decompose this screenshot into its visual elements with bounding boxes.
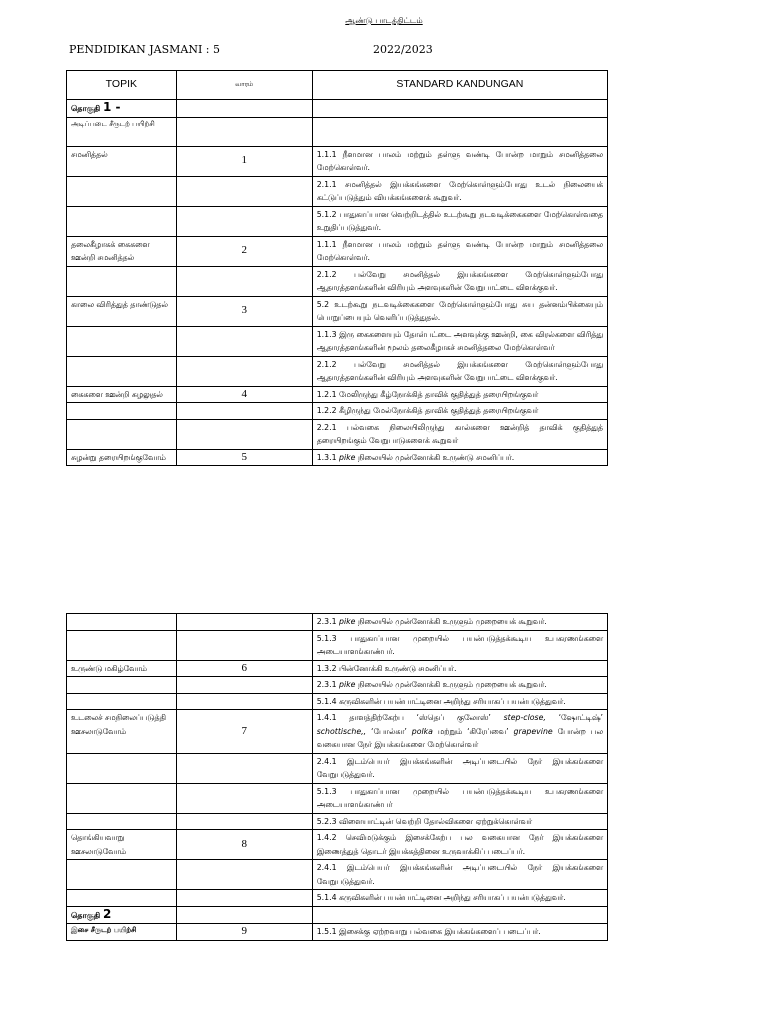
term-italic: step-close, (503, 713, 546, 722)
standard-cell (312, 614, 607, 631)
standard-cell: 1.1.3 இரு கைகளையும் தோள்பட்டை அளவுக்கு ஊன்றி, கை விரல்களை விரித்து ஆதாரத்தளங்களின் மூலம் தலைகீழாகச் சமனித்தலை மேற்கொள்வர் (312, 326, 607, 356)
week-cell (176, 753, 312, 783)
standard-text: மற்றும் (437, 726, 463, 736)
standard-text: நிலையில் முன்னோக்கி உருளும் முறையைக் கூறுவர். (357, 680, 547, 689)
table-row (67, 146, 608, 176)
topic-cell (67, 753, 177, 783)
week-cell (176, 813, 312, 830)
week-cell (176, 326, 312, 356)
topic-cell (67, 783, 177, 813)
column-header-standard: STANDARD KANDUNGAN (312, 71, 607, 100)
topic-cell: உருண்டு மகிழ்வோம் (67, 660, 177, 677)
column-header-topik: TOPIK (67, 71, 177, 100)
standard-text: நிலையில் முன்னோக்கி உருளும் முறையைக் கூறுவர். (357, 617, 547, 626)
table-cell (312, 100, 607, 118)
topic-cell: இசை சீருடற் பயிற்சி (67, 924, 177, 941)
tema-label (67, 100, 177, 118)
topic-cell (67, 890, 177, 907)
standard-code: 2.3.1 (316, 680, 337, 689)
topic-cell: சுழன்று தரையிறங்குவோம் (67, 449, 177, 466)
topic-cell (67, 266, 177, 296)
standard-text: ‘போல்கா’ (370, 726, 407, 736)
standard-cell: 5.1.3 பாதுகாப்பான முறையில் பயன்படுத்தக்கூடிய உபகரணங்களை அடையாளங்காண்பர். (312, 630, 607, 660)
week-cell (176, 266, 312, 296)
table-row (67, 206, 608, 236)
week-cell (176, 419, 312, 449)
week-cell (176, 403, 312, 420)
table-row (67, 860, 608, 890)
topic-cell: உடலைச் சமநிலைப்படுத்தி ஊசலாடுவோம் (67, 710, 177, 754)
week-cell: 8 (176, 830, 312, 860)
table-row (67, 890, 608, 907)
standard-cell: 1.2.2 கீழிருந்து மேல்நோக்கித் தாவிக் குதித்துத் தரையிறங்குவர் (312, 403, 607, 420)
standard-text: ‘கிரேப்வை’ (467, 726, 509, 736)
term-italic: pike (339, 680, 356, 689)
standard-cell: 1.1.1 நீளமான பாலம் மற்றும் தள்ளு வண்டி போன்ற மாறும் சமனித்தலை மேற்கொள்வர். (312, 146, 607, 176)
table-row (67, 710, 608, 754)
topic-cell: தலைகீழாகக் கைகளை ஊன்றி சமனித்தல் (67, 236, 177, 266)
subject-label: PENDIDIKAN JASMANI : 5 (69, 43, 220, 56)
week-cell: 7 (176, 710, 312, 754)
term-italic: schottische,, (316, 726, 367, 736)
term-italic: pike (339, 617, 356, 626)
table-row (67, 693, 608, 710)
topic-cell (67, 630, 177, 660)
table-row (67, 753, 608, 783)
standard-cell: 1.1.1 நீளமான பாலம் மற்றும் தள்ளு வண்டி போன்ற மாறும் சமனித்தலை மேற்கொள்வர். (312, 236, 607, 266)
table-row (67, 630, 608, 660)
topic-cell: காலை விரித்துத் தாண்டுதல் (67, 296, 177, 326)
tema-label (67, 906, 177, 924)
tema-number: 2 (103, 906, 112, 921)
tema-row (67, 906, 608, 924)
table-row (67, 176, 608, 206)
week-cell (176, 176, 312, 206)
week-cell (176, 783, 312, 813)
tema-word: தொகுதி (71, 104, 101, 113)
topic-cell (67, 326, 177, 356)
week-cell: 2 (176, 236, 312, 266)
table-row (67, 660, 608, 677)
week-cell: 5 (176, 449, 312, 466)
standard-text: 1.4.1 தாளத்திற்கேற்ப ‘ஸ்தெப் குலோஸ்’ (316, 713, 491, 722)
table-row (67, 296, 608, 326)
standard-cell: 5.2.3 விளையாட்டின் வெற்றி தோல்விகளை ஏற்றுக்கொள்வர் (312, 813, 607, 830)
topic-cell: சமனித்தல் (67, 146, 177, 176)
topic-cell (67, 176, 177, 206)
topic-cell (67, 860, 177, 890)
standard-cell: 5.1.3 பாதுகாப்பான முறையில் பயன்படுத்தக்கூடிய உபகரணங்களை அடையாளங்காண்பர் (312, 783, 607, 813)
standard-cell (312, 710, 607, 754)
table-header-row (67, 71, 608, 100)
table-cell (176, 906, 312, 924)
sub-header-row (67, 117, 608, 146)
week-cell (176, 860, 312, 890)
table-row (67, 830, 608, 860)
standard-cell: 1.4.2 செவிமடுக்கும் இசைக்கேற்ப பல வகையான நேர் இயக்கங்களை இணைத்துத் தொடர் இயக்கத்தினை உருவாக்கிப் படைப்பர். (312, 830, 607, 860)
week-cell (176, 614, 312, 631)
standard-cell: 1.3.2 பின்னோக்கி உருண்டு சமனிப்பர். (312, 660, 607, 677)
week-cell: 9 (176, 924, 312, 941)
column-header-week: வாரம் (176, 71, 312, 100)
standard-cell: 2.1.1 சமனித்தல் இயக்கங்களை மேற்கொள்ளும்போது உடல் நிலையைக் கட்டுப்படுத்தும் வியக்கங்களைக் கூறுவர். (312, 176, 607, 206)
table-row (67, 614, 608, 631)
standard-cell: 2.1.2 பல்வேறு சமனித்தல் இயக்கங்களை மேற்கொள்ளும்போது ஆதாரத்தளங்களின் விரியும் அளவுகளின் வேறுபாட்டை விளக்குவர். (312, 266, 607, 296)
topic-cell (67, 356, 177, 386)
topic-cell: கைகளை ஊன்றி சுழலுதல் (67, 386, 177, 403)
topic-cell (67, 206, 177, 236)
week-cell (176, 630, 312, 660)
table-row (67, 326, 608, 356)
table-row (67, 356, 608, 386)
tema-row (67, 100, 608, 118)
standard-cell: 5.2 உடற்கூறு நடவடிக்கைகளை மேற்கொள்ளும்போது சுய தன்னம்பிக்கையும் பொறுப்பையும் வெளிப்படுத்துதல். (312, 296, 607, 326)
standard-cell: 2.4.1 இடம்பெயர் இயக்கங்களின் அடிப்படையில் நேர் இயக்கங்களை வேறுபடுத்துவர். (312, 860, 607, 890)
standard-cell: 1.5.1 இசைக்கு ஏற்றவாறு பல்வகை இயக்கங்களைப் படைப்பர். (312, 924, 607, 941)
table-cell (312, 906, 607, 924)
topic-cell (67, 813, 177, 830)
table-row (67, 677, 608, 694)
week-cell (176, 890, 312, 907)
table-row (67, 236, 608, 266)
topic-cell: தொங்கியவாறு ஊசலாடுவோம் (67, 830, 177, 860)
standard-cell: 2.2.1 பல்வகை நிலையிலிருந்து கால்களை ஊன்றித் தாவிக் குதித்துத் தரையிறங்கும் வேறுபாடுகளைக் கூறுவர் (312, 419, 607, 449)
standard-cell: 5.1.2 பாதுகாப்பான வெற்றிடத்தில் உடற்கூறு நடவடிக்கைகளை மேற்கொள்வதை உறுதிப்படுத்துவர். (312, 206, 607, 236)
tema-number: 1 - (103, 100, 121, 114)
topic-cell (67, 614, 177, 631)
standard-code: 2.3.1 (316, 617, 337, 626)
week-cell (176, 206, 312, 236)
sub-header-label: அடிப்படை சீருடற் பயிற்சி (67, 117, 177, 146)
table-row (67, 813, 608, 830)
table-row (67, 266, 608, 296)
standard-cell (312, 449, 607, 466)
topic-cell (67, 419, 177, 449)
table-row (67, 924, 608, 941)
week-cell: 1 (176, 146, 312, 176)
standard-cell: 5.1.4 கருவிகளின் பயன்பாட்டினை அறிந்து சரியாகப் பயன்படுத்துவர். (312, 693, 607, 710)
standard-code: 1.3.1 (316, 452, 337, 462)
standard-cell: 2.1.2 பல்வேறு சமனித்தல் இயக்கங்களை மேற்கொள்ளும்போது ஆதாரத்தளங்களின் விரியும் அளவுகளின் வேறுபாட்டை விளக்குவர். (312, 356, 607, 386)
standard-text: ‘ஷோட்டிஷ்’ (558, 713, 604, 722)
tema-word: தொகுதி (71, 910, 101, 920)
table-row (67, 783, 608, 813)
week-cell: 3 (176, 296, 312, 326)
term-italic: pike (339, 452, 356, 462)
standard-cell: 1.2.1 மேலிருந்து கீழ்நோக்கித் தாவிக் குதித்துத் தரையிறங்குவர் (312, 386, 607, 403)
year-label: 2022/2023 (373, 43, 433, 56)
week-cell: 6 (176, 660, 312, 677)
topic-cell (67, 693, 177, 710)
week-cell: 4 (176, 386, 312, 403)
standard-cell: 5.1.4 கருவிகளின் பயன்பாட்டினை அறிந்து சரியாகப் பயன்படுத்துவர். (312, 890, 607, 907)
week-cell (176, 677, 312, 694)
table-row (67, 449, 608, 466)
standard-cell: 2.4.1 இடம்பெயர் இயக்கங்களின் அடிப்படையில் நேர் இயக்கங்களை வேறுபடுத்துவர். (312, 753, 607, 783)
table-row (67, 403, 608, 420)
syllabus-table-1 (66, 70, 608, 466)
document-title: ஆண்டு பாடத்திட்டம் (345, 16, 423, 25)
table-cell (176, 100, 312, 118)
table-row (67, 419, 608, 449)
topic-cell (67, 403, 177, 420)
term-italic: grapevine (513, 726, 553, 736)
topic-cell (67, 677, 177, 694)
table-cell (176, 117, 312, 146)
table-cell (312, 117, 607, 146)
week-cell (176, 693, 312, 710)
standard-cell (312, 677, 607, 694)
table-row (67, 386, 608, 403)
syllabus-table-2 (66, 613, 608, 941)
standard-text: நிலையில் முன்னோக்கி உருண்டு சமனிப்பர். (357, 452, 515, 462)
week-cell (176, 356, 312, 386)
term-italic: polka (411, 726, 433, 736)
standard-text: போன்ற பல வகையான நேர் இயக்கங்களை மேற்கொள்வர் (316, 726, 603, 749)
